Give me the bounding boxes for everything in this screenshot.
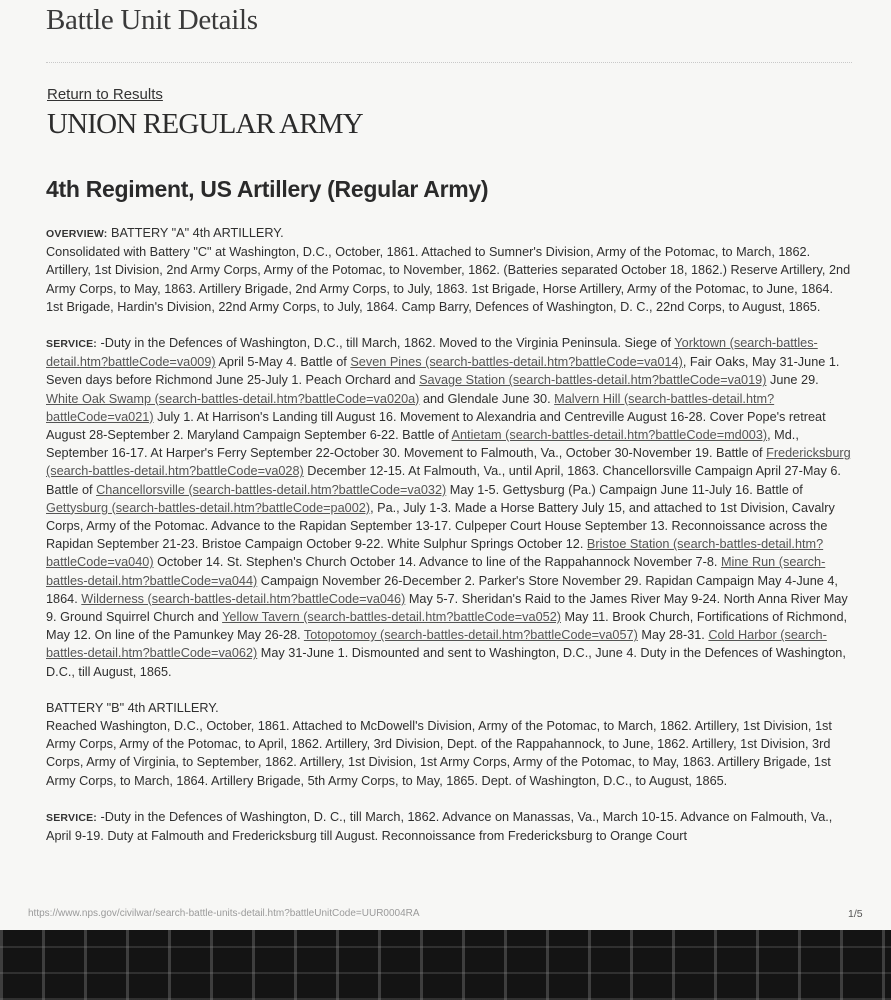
desk-background (0, 930, 891, 1000)
history-text: July 1. At Harrison's Landing till August 16. Movement to Alexandria and Centreville August 16-28. Cover Pope's retreat August 28-September 2. Maryland Campaign September 6-22. Battle of (46, 409, 826, 443)
history-paragraph (46, 224, 852, 316)
history-text: , Fair Oaks, May 31-June 1. Seven days before Richmond June 25-July 1. Peach Orchard and (46, 355, 840, 388)
history-text: Campaign November 26-December 2. Parker's Store November 29. Rapidan Campaign May 4-June 4, 1864. (46, 573, 838, 606)
history-text: May 11. Brook Church, Fortifications of Richmond, May 12. On line of the Pamunkey May 26-28. (46, 610, 848, 643)
section-label: OVERVIEW: (46, 228, 108, 240)
battle-link[interactable]: Yellow Tavern (search-battles-detail.htm?battleCode=va052) (222, 610, 561, 625)
battle-link[interactable]: Antietam (search-battles-detail.htm?battleCode=md003) (451, 428, 768, 443)
history-text: May 31-June 1. Dismounted and sent to Washington, D.C., June 4. Duty in the Defences of Washington, D.C., till August, 1865. (46, 646, 846, 679)
history-text: April 5-May 4. Battle of (215, 355, 351, 370)
history-text: May 28-31. (637, 628, 709, 643)
battle-link[interactable]: Gettysburg (search-battles-detail.htm?battleCode=pa002) (46, 500, 371, 515)
battle-link[interactable]: White Oak Swamp (search-battles-detail.htm?battleCode=va020a) (46, 391, 420, 406)
history-text: BATTERY "A" 4th ARTILLERY. (107, 226, 284, 240)
history-text: Reached Washington, D.C., October, 1861. Attached to McDowell's Division, Army of the Potomac, to March, 1862. Artillery, 1st Division, 1st Army Corps, Army of the Potomac, to April, 1862. Artillery, 3rd Division, Dept. of the Rappahannock, to June, 1862. Artillery, 1st Division, 3rd Corps, Army of Virginia, to September, 1862. Artillery, 1st Division, 1st Army Corps, Army of the Potomac, to May, 1863. Artillery Brigade, 1st Army Corps, to March, 1864. Artillery Brigade, 5th Army Corps, to May, 1865. Dept. of Washington, D.C., to August, 1865. (46, 719, 832, 788)
battle-link[interactable]: Bristoe Station (search-battles-detail.htm?battleCode=va040) (46, 537, 824, 570)
header-divider (46, 62, 852, 63)
battle-link[interactable]: Chancellorsville (search-battles-detail.htm?battleCode=va032) (96, 482, 447, 497)
history-text: BATTERY "B" 4th ARTILLERY. (46, 700, 219, 715)
history-text: October 14. St. Stephen's Church October 14. Advance to line of the Rappahannock November 7-8. (153, 555, 721, 570)
unit-title: 4th Regiment, US Artillery (Regular Army) (46, 176, 489, 202)
footer-url: https://www.nps.gov/civilwar/search-battle-units-detail.htm?battleUnitCode=UUR0004RA (28, 908, 420, 919)
history-text: Consolidated with Battery "C" at Washington, D.C., October, 1861. Attached to Sumner's Division, Army of the Potomac, to March, 1862. Artillery, 1st Division, 2nd Army Corps, Army of the Potomac, to November, 1862. (Batteries separated October 18, 1862.) Reserve Artillery, 2nd Army Corps, to May, 1863. Artillery Brigade, 2nd Army Corps, to July, 1863. 1st Brigade, Horse Artillery, Army of the Potomac, to June, 1864. 1st Brigade, Hardin's Division, 22nd Army Corps, to July, 1864. Camp Barry, Defences of Washington, D. C., 22nd Corps, to August, 1865. (46, 245, 851, 314)
army-name: UNION REGULAR ARMY (47, 108, 363, 140)
page-title: Battle Unit Details (46, 4, 258, 36)
battle-link[interactable]: Cold Harbor (search-battles-detail.htm?battleCode=va062) (46, 628, 827, 661)
history-paragraph (46, 334, 852, 681)
history-text: -Duty in the Defences of Washington, D.C., till March, 1862. Moved to the Virginia Peninsula. Siege of (97, 336, 675, 351)
battle-link[interactable]: Mine Run (search-battles-detail.htm?battleCode=va044) (46, 555, 826, 588)
history-text: May 5-7. Sheridan's Raid to the James River May 9-24. North Anna River May 9. Ground Squirrel Church and (46, 591, 848, 625)
section-label: SERVICE: (46, 338, 98, 351)
battle-link[interactable]: Fredericksburg (search-battles-detail.htm?battleCode=va028) (46, 446, 851, 479)
history-text: -Duty in the Defences of Washington, D. C., till March, 1862. Advance on Manassas, Va., March 10-15. Advance on Falmouth, Va., April 9-19. Duty at Falmouth and Fredericksburg till August. Reconnoissance from Fredericksburg to Orange Court (46, 809, 833, 844)
unit-history-content (46, 224, 852, 863)
battle-link[interactable]: Wilderness (search-battles-detail.htm?battleCode=va046) (81, 591, 406, 606)
section-label: SERVICE: (46, 811, 98, 824)
history-text: , Md., September 16-17. At Harper's Ferry September 22-October 30. Movement to Falmouth, Va., October 30-November 19. Battle of (46, 428, 799, 461)
battle-link[interactable]: Malvern Hill (search-battles-detail.htm?battleCode=va021) (46, 391, 775, 424)
battle-link[interactable]: Totopotomoy (search-battles-detail.htm?battleCode=va057) (303, 628, 638, 643)
return-to-results-link[interactable]: Return to Results (47, 86, 163, 103)
battle-link[interactable]: Seven Pines (search-battles-detail.htm?battleCode=va014) (350, 355, 683, 370)
history-text: June 29. (766, 373, 819, 388)
history-paragraph (46, 808, 852, 845)
history-text: and Glendale June 30. (419, 391, 555, 406)
page-number: 1/5 (848, 908, 863, 920)
battle-link[interactable]: Savage Station (search-battles-detail.htm?battleCode=va019) (419, 373, 767, 388)
history-text: May 1-5. Gettysburg (Pa.) Campaign June 11-July 16. Battle of (446, 482, 803, 497)
history-text: December 12-15. At Falmouth, Va., until April, 1863. Chancellorsville Campaign April 27-May 6. Battle of (46, 464, 841, 497)
history-text: , Pa., July 1-3. Made a Horse Battery July 15, and attached to 1st Division, Cavalry Corps, Army of the Potomac. Advance to the Rapidan September 13-17. Culpeper Court House September 13. Reconnoissance across the Rapidan September 21-23. Bristoe Campaign October 9-22. White Sulphur Springs October 12. (46, 500, 835, 552)
history-paragraph (46, 699, 852, 790)
battle-link[interactable]: Yorktown (search-battles-detail.htm?battleCode=va009) (46, 336, 818, 370)
